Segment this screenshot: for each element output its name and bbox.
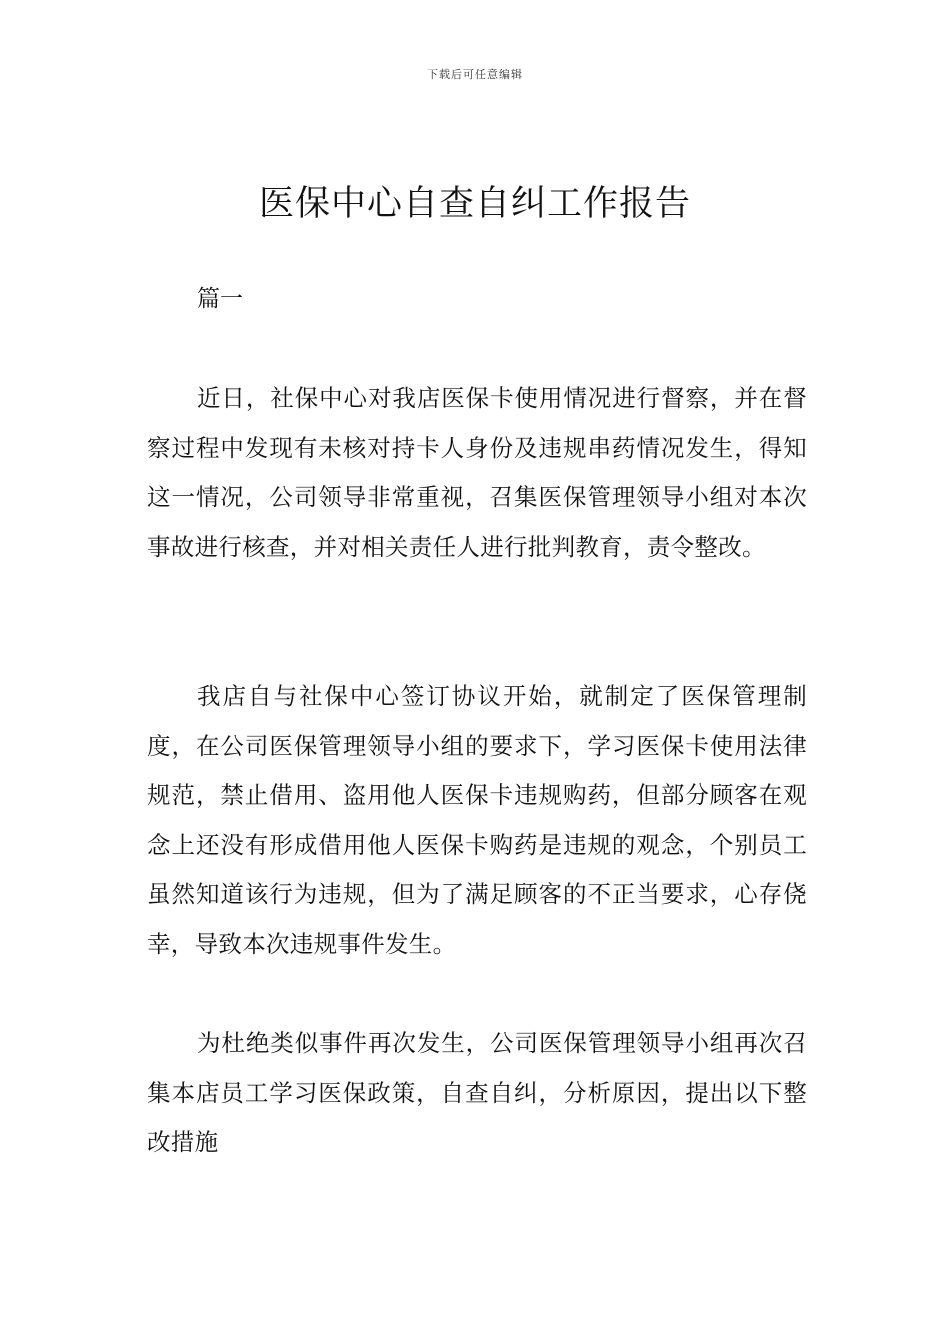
section-label: 篇一 [197, 286, 243, 312]
body-paragraph-3: 为杜绝类似事件再次发生，公司医保管理领导小组再次召集本店员工学习医保政策，自查自纠，分析原因，提出以下整改措施 [147, 1029, 807, 1156]
body-paragraph-2: 我店自与社保中心签订协议开始，就制定了医保管理制度，在公司医保管理领导小组的要求下，学习医保卡使用法律规范，禁止借用、盗用他人医保卡违规购药，但部分顾客在观念上还没有形成借用他人医保卡购药是违规的观念，个别员工虽然知道该行为违规，但为了满足顾客的不正当要求，心存侥幸，导致本次违规事件发生。 [147, 682, 807, 958]
document-title: 医保中心自查自纠工作报告 [258, 184, 691, 224]
body-paragraph-1: 近日，社保中心对我店医保卡使用情况进行督察，并在督察过程中发现有未核对持卡人身份及违规串药情况发生，得知这一情况，公司领导非常重视，召集医保管理领导小组对本次事故进行核查，并对相关责任人进行批判教育，责令整改。 [147, 384, 807, 561]
page-header-note: 下载后可任意编辑 [427, 68, 523, 81]
